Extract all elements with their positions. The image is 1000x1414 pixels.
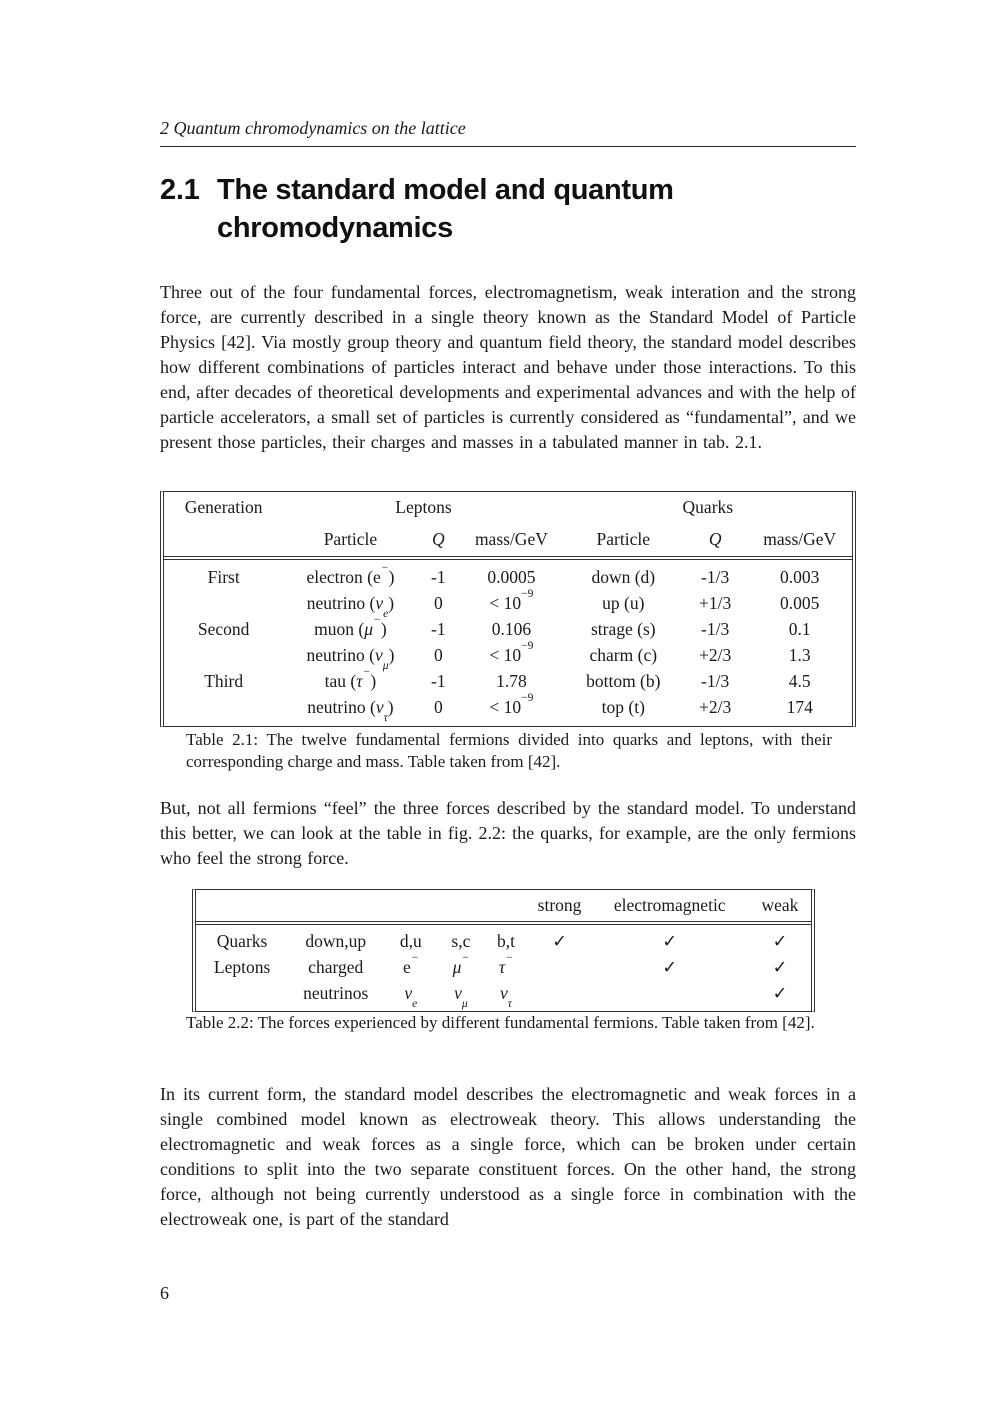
header-electromagnetic: electromagnetic bbox=[613, 895, 726, 915]
table-row bbox=[164, 590, 852, 616]
symbol-cell: $\nu_e$ bbox=[404, 983, 418, 1010]
header-quark-charge: Q bbox=[708, 529, 722, 549]
symbol-cell: b,t bbox=[483, 921, 528, 954]
table-row bbox=[164, 694, 852, 726]
lepton-cell: muon (μ−) bbox=[314, 613, 387, 639]
quark-charge-cell: -1/3 bbox=[683, 556, 748, 590]
lepton-charge-cell: -1 bbox=[431, 671, 446, 691]
symbol-cell: d,u bbox=[383, 921, 438, 954]
quark-mass-cell: 0.1 bbox=[788, 619, 811, 639]
section-number: 2.1 bbox=[160, 174, 200, 206]
lepton-charge-cell: 0 bbox=[433, 645, 443, 665]
section-heading bbox=[160, 171, 856, 247]
lepton-mass-cell: 0.106 bbox=[491, 619, 532, 639]
em-check-cell: ✓ bbox=[591, 921, 749, 954]
strong-check-cell bbox=[528, 954, 590, 980]
table-row bbox=[164, 668, 852, 694]
header-quarks-group: Quarks bbox=[682, 497, 734, 517]
forces-table-wrapper bbox=[192, 889, 815, 1012]
table-row bbox=[196, 980, 811, 1011]
generation-cell bbox=[164, 590, 283, 616]
table2-caption: Table 2.2: The forces experienced by different fundamental fermions. Table taken from [42]. bbox=[186, 1013, 815, 1032]
lepton-charge-cell: 0 bbox=[433, 697, 443, 717]
symbol-cell: μ− bbox=[452, 951, 470, 977]
header-quark-particle: Particle bbox=[596, 529, 650, 549]
header-leptons-group: Leptons bbox=[395, 497, 452, 517]
generation-cell: First bbox=[164, 556, 283, 590]
lepton-mass-cell: < $10^{-9}$ bbox=[489, 691, 534, 717]
quark-charge-cell: -1/3 bbox=[701, 619, 730, 639]
quark-mass-cell: 4.5 bbox=[788, 671, 811, 691]
quark-cell: up (u) bbox=[602, 593, 645, 613]
quark-cell: strage (s) bbox=[590, 619, 656, 639]
lepton-cell: neutrino $(\nu_\mu)$ bbox=[306, 645, 395, 672]
header-strong: strong bbox=[537, 895, 582, 915]
lepton-mass-cell: 1.78 bbox=[496, 671, 527, 691]
generation-cell bbox=[164, 642, 283, 668]
lepton-cell: tau (τ−) bbox=[324, 665, 377, 691]
table-row bbox=[196, 921, 811, 954]
lepton-mass-cell: 0.0005 bbox=[459, 556, 564, 590]
table1-caption: Table 2.1: The twelve fundamental fermions divided into quarks and leptons, with their corresponding charge and mass. Table taken from [42]. bbox=[186, 730, 832, 771]
lepton-charge-cell: -1 bbox=[431, 619, 446, 639]
table-row bbox=[164, 616, 852, 642]
kind-cell: down,up bbox=[288, 921, 383, 954]
lepton-cell: neutrino $(\nu_\tau)$ bbox=[307, 697, 394, 724]
header-lepton-mass: mass/GeV bbox=[474, 529, 548, 549]
kind-cell: charged bbox=[308, 957, 364, 977]
symbol-cell: $\nu_\tau$ bbox=[499, 983, 512, 1010]
quark-cell: down (d) bbox=[564, 556, 683, 590]
generation-cell: Third bbox=[204, 671, 244, 691]
header-generation: Generation bbox=[184, 497, 263, 517]
kind-cell: neutrinos bbox=[303, 983, 369, 1003]
paragraph-intro: Three out of the four fundamental forces, electromagnetism, weak interation and the strong force, are currently described in a single theory known as the Standard Model of Particle Physics [42]. Via mostly group theory and quantum field theory, the standard model describes how different combinations of particles interact and behave under those interactions. To this end, after decades of theoretical developments and experimental advances and with the help of particle accelerators, a small set of particles is currently considered as “fundamental”, and we present those particles, their charges and masses in a tabulated manner in tab. 2.1. bbox=[160, 282, 856, 452]
symbol-cell: s,c bbox=[438, 921, 483, 954]
symbol-cell: e− bbox=[403, 951, 419, 977]
quark-charge-cell: +2/3 bbox=[699, 645, 732, 665]
table-group-header-row bbox=[164, 492, 852, 524]
symbol-cell: τ− bbox=[498, 951, 513, 977]
fermions-table bbox=[160, 491, 856, 727]
quark-cell: top (t) bbox=[601, 697, 645, 717]
header-weak: weak bbox=[761, 895, 799, 915]
lepton-charge-cell: 0 bbox=[433, 593, 443, 613]
table-row bbox=[164, 642, 852, 668]
header-lepton-charge: Q bbox=[432, 529, 445, 549]
group-cell bbox=[196, 980, 288, 1011]
group-cell: Quarks bbox=[196, 921, 288, 954]
weak-check-cell: ✓ bbox=[772, 983, 788, 1003]
quark-cell: bottom (b) bbox=[586, 671, 661, 691]
header-lepton-particle: Particle bbox=[323, 529, 378, 549]
lepton-mass-cell: < $10^{-9}$ bbox=[489, 639, 534, 665]
table-row bbox=[196, 954, 811, 980]
paragraph-electroweak: In its current form, the standard model describes the electromagnetic and weak forces in a single combined model known as electroweak theory. This allows understanding the electromagnetic and weak forces as a single force, which can be broken under certain conditions to split into the two separate constituent forces. On the other hand, the strong force, although not being currently understood as a single force in combination with the electroweak one, is part of the standard bbox=[160, 1084, 856, 1229]
header-spacer bbox=[196, 890, 528, 921]
weak-check-cell: ✓ bbox=[772, 957, 788, 977]
quark-mass-cell: 0.003 bbox=[747, 556, 852, 590]
em-check-cell bbox=[591, 980, 749, 1011]
page-number: 6 bbox=[160, 1283, 169, 1303]
lepton-cell: electron (e−) bbox=[283, 556, 417, 590]
quark-charge-cell: -1/3 bbox=[701, 671, 730, 691]
quark-mass-cell: 0.005 bbox=[780, 593, 820, 613]
section-title: The standard model and quantum chromodynamics bbox=[217, 174, 674, 244]
running-header: 2 Quantum chromodynamics on the lattice bbox=[160, 117, 856, 147]
group-cell: Leptons bbox=[213, 957, 271, 977]
lepton-cell: neutrino $(\nu_e)$ bbox=[306, 593, 395, 620]
table-row bbox=[164, 556, 852, 590]
quark-mass-cell: 174 bbox=[786, 697, 813, 717]
em-check-cell: ✓ bbox=[662, 957, 678, 977]
paragraph-forces: But, not all fermions “feel” the three forces described by the standard model. To understand this better, we can look at the table in fig. 2.2: the quarks, for example, are the only fermions who feel the strong force. bbox=[160, 798, 856, 868]
lepton-mass-cell: < $10^{-9}$ bbox=[489, 587, 534, 613]
quark-charge-cell: +2/3 bbox=[699, 697, 732, 717]
generation-cell: Second bbox=[197, 619, 250, 639]
strong-check-cell bbox=[528, 980, 590, 1011]
symbol-cell: $\nu_\mu$ bbox=[454, 983, 468, 1010]
quark-charge-cell: +1/3 bbox=[699, 593, 732, 613]
quark-mass-cell: 1.3 bbox=[788, 645, 811, 665]
strong-check-cell: ✓ bbox=[528, 921, 590, 954]
generation-cell bbox=[164, 694, 283, 726]
forces-table bbox=[192, 889, 815, 1012]
header-quark-mass: mass/GeV bbox=[763, 529, 837, 549]
quark-cell: charm (c) bbox=[589, 645, 658, 665]
table-header-row bbox=[196, 890, 811, 921]
weak-check-cell: ✓ bbox=[749, 921, 811, 954]
lepton-charge-cell: -1 bbox=[418, 556, 460, 590]
